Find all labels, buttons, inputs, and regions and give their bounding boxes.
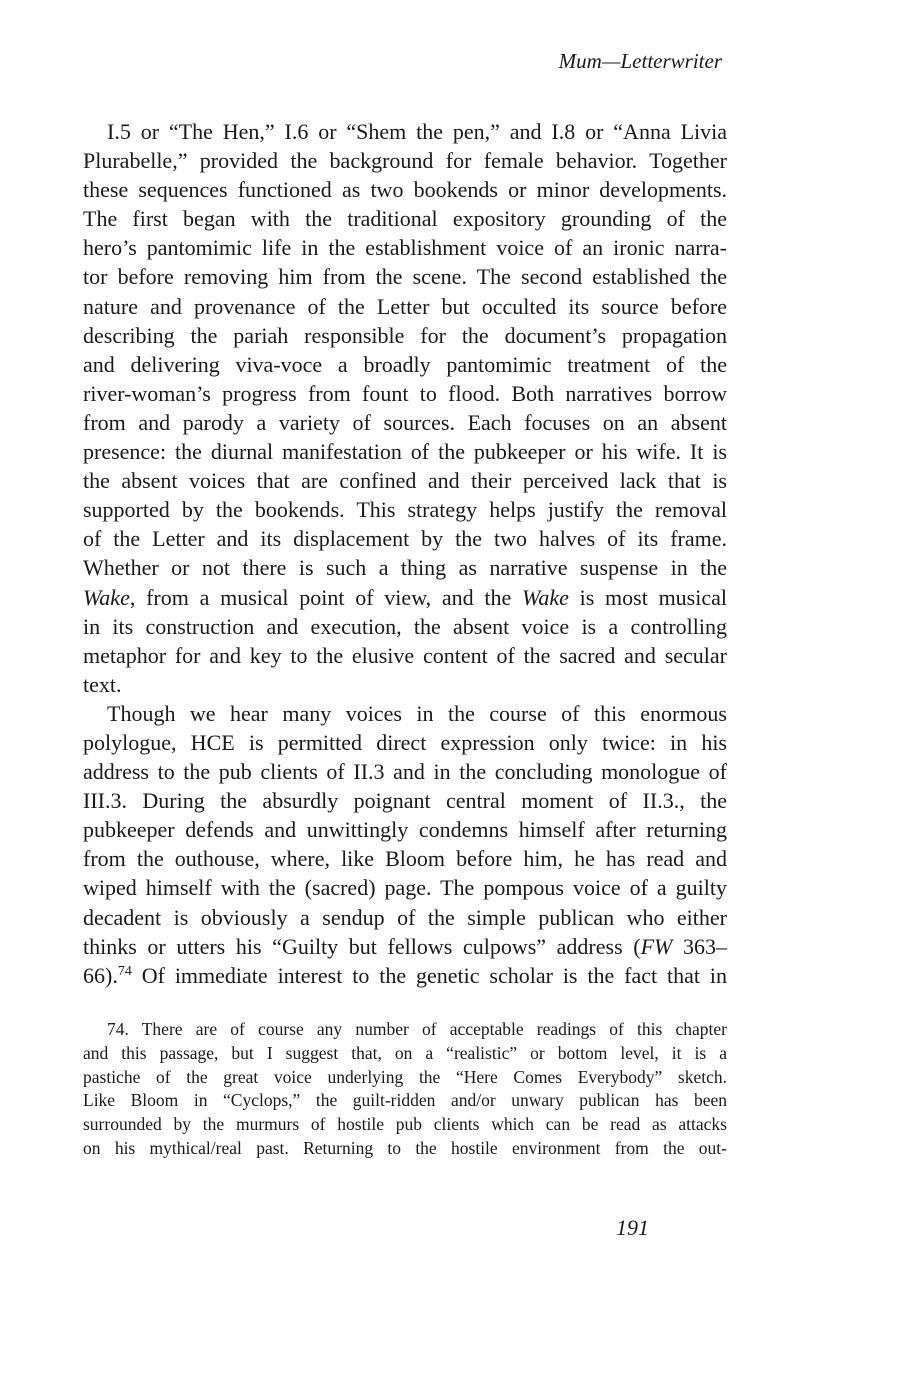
text-line (83, 961, 727, 990)
text-line: nature and provenance of the Letter but occulted its source before (83, 293, 727, 319)
page-number: 191 (616, 1215, 649, 1240)
text-line: hero’s pantomimic life in the establishment voice of an ironic narra- (83, 235, 727, 261)
text-line: presence: the diurnal manifestation of the pubkeeper or his wife. It is (83, 439, 727, 465)
text-line: text. (83, 671, 122, 697)
text-line: decadent is obviously a sendup of the simple publican who either (83, 904, 727, 930)
text-line: these sequences functioned as two bookends or minor developments. (83, 177, 727, 203)
text-line (83, 932, 727, 961)
text-line: address to the pub clients of II.3 and in the concluding monologue of (83, 759, 727, 785)
footnote-line: pastiche of the great voice underlying the “Here Comes Everybody” sketch. (83, 1066, 727, 1087)
main-text (83, 117, 727, 990)
text-line: describing the pariah responsible for the document’s propagation (83, 322, 727, 348)
text-line: of the Letter and its displacement by the two halves of its frame. (83, 526, 727, 552)
text-line (83, 583, 727, 612)
text-line: river-woman’s progress from fount to flood. Both narratives borrow (83, 380, 727, 406)
text-line: III.3. During the absurdly poignant central moment of II.3., the (83, 788, 727, 814)
text-line: in its construction and execution, the absent voice is a controlling (83, 613, 727, 639)
footnote-line: on his mythical/real past. Returning to the hostile environment from the out- (83, 1137, 727, 1158)
text-line: pubkeeper defends and unwittingly condemns himself after returning (83, 817, 727, 843)
text-fragment: is most musical (568, 584, 727, 610)
text-line: the absent voices that are confined and their perceived lack that is (83, 468, 727, 494)
running-head: Mum—Letterwriter (558, 49, 722, 73)
text-line: polylogue, HCE is permitted direct expression only twice: in his (83, 729, 727, 755)
text-fragment: Of immediate interest to the genetic scholar is the fact that in (131, 962, 727, 988)
text-line: I.5 or “The Hen,” I.6 or “Shem the pen,” and I.8 or “Anna Livia (107, 119, 727, 144)
footnote-line: and this passage, but I suggest that, on a “realistic” or bottom level, it is a (83, 1042, 727, 1063)
text-line: from and parody a variety of sources. Each focuses on an absent (83, 409, 727, 435)
text-line: Though we hear many voices in the course of this enormous (107, 700, 727, 726)
text-line: metaphor for and key to the elusive content of the sacred and secular (83, 642, 727, 668)
text-fragment: 363– (672, 933, 727, 959)
text-line: from the outhouse, where, like Bloom before him, he has read and (83, 846, 727, 872)
title-italic: FW (640, 933, 673, 959)
title-italic: Wake (83, 584, 130, 610)
text-line: Whether or not there is such a thing as narrative suspense in the (83, 555, 727, 581)
footnote-line: 74. There are of course any number of acceptable readings of this chapter (107, 1019, 727, 1039)
footnote-reference[interactable]: 74 (117, 963, 132, 979)
text-line: tor before removing him from the scene. The second established the (83, 264, 727, 290)
text-fragment: , from a musical point of view, and the (129, 584, 523, 610)
text-line: The first began with the traditional expository grounding of the (83, 206, 727, 232)
footnote-line: Like Bloom in “Cyclops,” the guilt-ridden and/or unwary publican has been (83, 1090, 727, 1111)
text-line: wiped himself with the (sacred) page. The pompous voice of a guilty (83, 875, 727, 901)
footnote-74 (83, 1018, 727, 1161)
text-fragment: thinks or utters his “Guilty but fellows culpows” address ( (83, 933, 641, 959)
text-line: supported by the bookends. This strategy helps justify the removal (83, 497, 727, 523)
text-fragment: 66). (83, 962, 118, 988)
text-line: Plurabelle,” provided the background for female behavior. Together (83, 148, 727, 174)
text-line: and delivering viva-voce a broadly pantomimic treatment of the (83, 351, 727, 377)
title-italic: Wake (522, 584, 569, 610)
footnote-line: surrounded by the murmurs of hostile pub clients which can be read as attacks (83, 1114, 727, 1135)
